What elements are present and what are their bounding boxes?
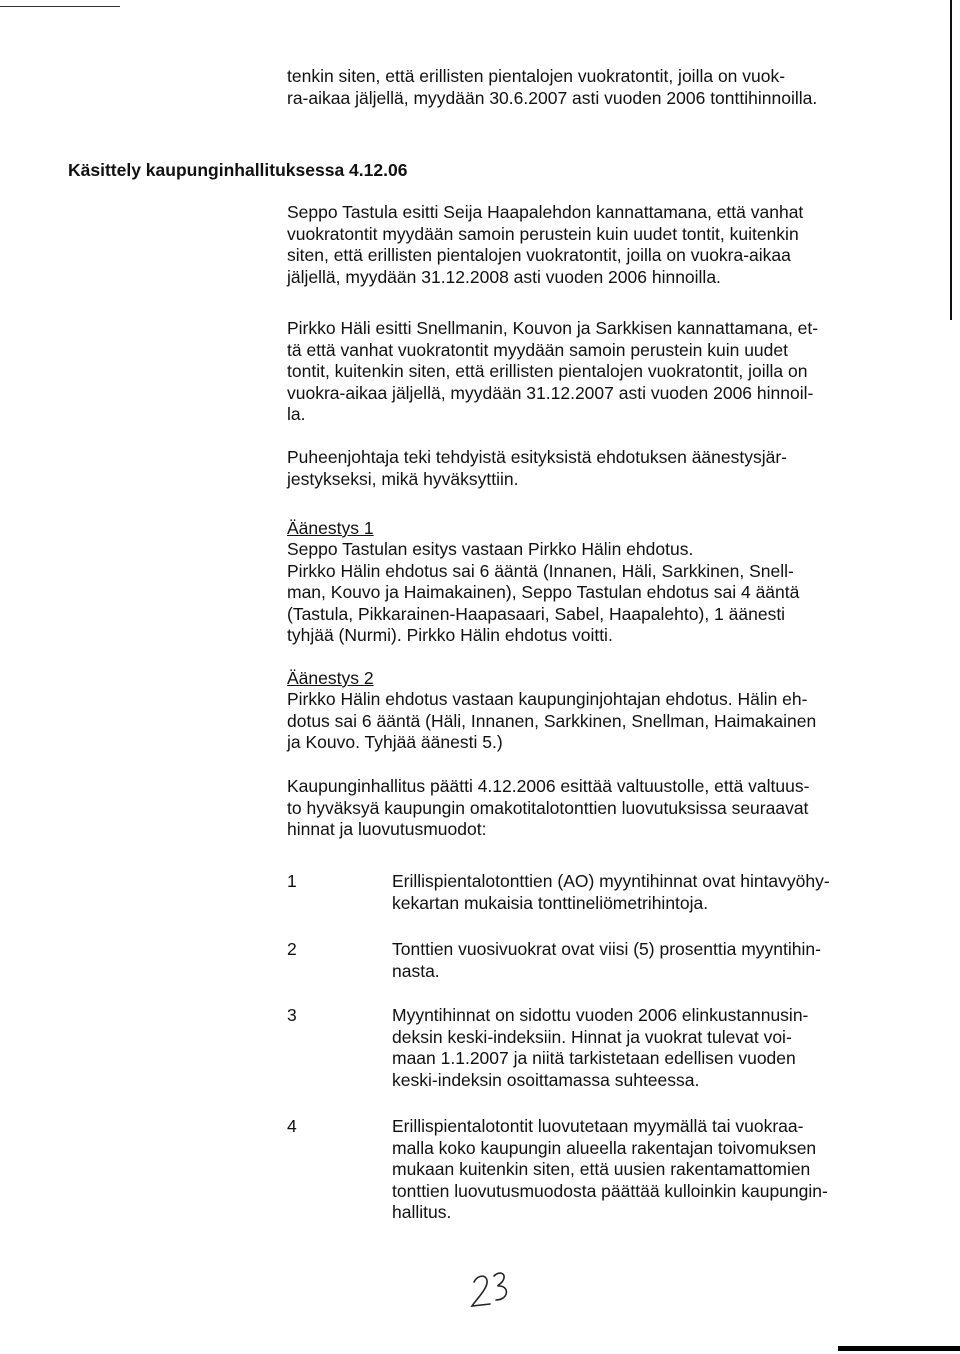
list-item-text: Erillispientalotonttien (AO) myyntihinnat ovat hintavyöhy- kekartan mukaisia tonttineliömetrihintoja. [392,871,830,913]
top-rule [0,6,120,7]
list-item-number: 3 [287,1005,297,1025]
section-heading: Käsittely kaupunginhallituksessa 4.12.06 [68,160,408,180]
vote-2-body: Pirkko Hälin ehdotus vastaan kaupunginjohtajan ehdotus. Hälin eh- dotus sai 6 ääntä (Häli, Innanen, Sarkkinen, Snellman, Haimakainen ja Kouvo. Tyhjää äänesti 5.) [287,689,817,752]
intro-paragraph: tenkin siten, että erillisten pientalojen vuokratontit, joilla on vuok- ra-aikaa jäljellä, myydään 30.6.2007 asti vuoden 2006 tonttihinnoilla. [287,66,818,108]
proposal-hali: Pirkko Häli esitti Snellmanin, Kouvon ja Sarkkisen kannattamana, et- tä että vanhat vuokratontit myydään samoin perustein kuin uudet tontit, kuitenkin siten, että erillisten pientalojen vuokratontit, joilla on vuokra-aikaa jäljellä, myydään 31.12.2007 asti vuoden 2006 hinnoil- la. [287,318,819,424]
chair-proposal: Puheenjohtaja teki tehdyistä esityksistä ehdotuksen äänestysjär- jestykseksi, mikä hyväksyttiin. [287,447,788,489]
proposal-tastula: Seppo Tastula esitti Seija Haapalehdon kannattamana, että vanhat vuokratontit myydään samoin perustein kuin uudet tontit, kuitenkin siten, että erillisten pientalojen vuokratontit, joilla on vuokra-aikaa jäljellä, myydään 31.12.2008 asti vuoden 2006 hinnoilla. [287,202,804,287]
list-item-text: Myyntihinnat on sidottu vuoden 2006 elinkustannusin- deksin keski-indeksiin. Hinnat ja vuokrat tulevat voi- maan 1.1.2007 ja niitä tarkistetaan edellisen vuoden keski-indeksin osoittamassa suhteessa. [392,1005,809,1090]
margin-rule [950,0,952,320]
vote-1-title: Äänestys 1 [287,518,374,538]
bottom-bar [838,1346,960,1351]
list-item-number: 1 [287,871,297,891]
list-item-text: Erillispientalotontit luovutetaan myymällä tai vuokraa- malla koko kaupungin alueella rakentajan toivomuksen mukaan kuitenkin siten, että uusien rakentamattomien tonttien luovutusmuodosta päättää kulloinkin kaupungin- hallitus. [392,1116,828,1222]
list-item-text: Tonttien vuosivuokrat ovat viisi (5) prosenttia myyntihin- nasta. [392,939,821,981]
vote-1-body: Seppo Tastulan esitys vastaan Pirkko Hälin ehdotus. Pirkko Hälin ehdotus sai 6 ääntä (Innanen, Häli, Sarkkinen, Snell- man, Kouvo ja Haimakainen), Seppo Tastulan ehdotus sai 4 ääntä (Tastula, Pikkarainen-Haapasaari, Sabel, Haapalehto), 1 äänesti tyhjää (Nurmi). Pirkko Hälin ehdotus voitti. [287,539,800,645]
handwritten-page-number [468,1262,528,1312]
vote-2-title: Äänestys 2 [287,668,374,688]
list-item-number: 4 [287,1116,297,1136]
list-item-number: 2 [287,939,297,959]
decision-paragraph: Kaupunginhallitus päätti 4.12.2006 esittää valtuustolle, että valtuus- to hyväksyä kaupungin omakotitalotonttien luovutuksissa seuraavat hinnat ja luovutusmuodot: [287,776,810,839]
